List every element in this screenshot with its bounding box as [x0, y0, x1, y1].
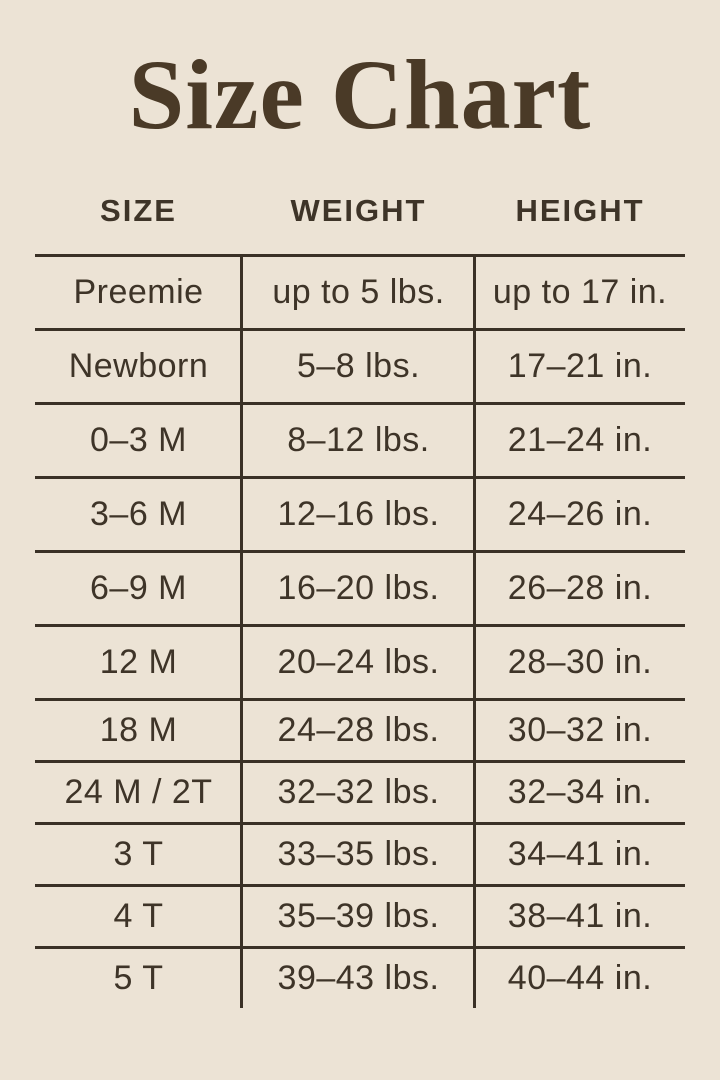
column-header-weight: WEIGHT [290, 193, 427, 228]
table-row [35, 476, 685, 550]
weight-cell: 33–35 lbs. [277, 835, 440, 873]
height-cell: 28–30 in. [507, 643, 653, 681]
table-row [35, 946, 685, 1008]
column-header-size: SIZE [100, 193, 177, 228]
weight-cell: 8–12 lbs. [287, 421, 430, 459]
size-cell: Newborn [68, 347, 209, 385]
weight-cell: 5–8 lbs. [296, 347, 421, 385]
weight-cell: up to 5 lbs. [272, 273, 445, 311]
weight-cell: 24–28 lbs. [277, 711, 440, 749]
height-cell: up to 17 in. [492, 273, 668, 311]
column-divider [240, 254, 243, 1008]
weight-cell: 20–24 lbs. [277, 643, 440, 681]
column-header-height: HEIGHT [515, 193, 645, 228]
height-cell: 34–41 in. [507, 835, 653, 873]
size-cell: 0–3 M [90, 421, 187, 459]
size-cell: 12 M [99, 643, 178, 681]
height-cell: 30–32 in. [507, 711, 653, 749]
size-cell: 24 M / 2T [64, 773, 213, 811]
column-divider [473, 254, 476, 1008]
size-cell: 3 T [113, 835, 164, 873]
size-cell: 5 T [113, 959, 164, 997]
table-row [35, 822, 685, 884]
table-row [35, 254, 685, 328]
weight-cell: 35–39 lbs. [277, 897, 440, 935]
weight-cell: 32–32 lbs. [277, 773, 440, 811]
size-cell: 3–6 M [90, 495, 187, 533]
height-cell: 24–26 in. [507, 495, 653, 533]
table-row [35, 402, 685, 476]
table-row [35, 550, 685, 624]
table-row [35, 884, 685, 946]
page-title: Size Chart [128, 39, 592, 150]
size-chart-table [35, 188, 685, 1008]
table-body [35, 254, 685, 1008]
height-cell: 21–24 in. [507, 421, 653, 459]
size-cell: 4 T [113, 897, 164, 935]
weight-cell: 16–20 lbs. [277, 569, 440, 607]
height-cell: 40–44 in. [507, 959, 653, 997]
table-row [35, 698, 685, 760]
table-row [35, 328, 685, 402]
size-cell: Preemie [73, 273, 204, 311]
table-row [35, 624, 685, 698]
height-cell: 32–34 in. [507, 773, 653, 811]
table-header-row [35, 188, 685, 234]
height-cell: 38–41 in. [507, 897, 653, 935]
table-row [35, 760, 685, 822]
weight-cell: 39–43 lbs. [277, 959, 440, 997]
height-cell: 26–28 in. [507, 569, 653, 607]
height-cell: 17–21 in. [507, 347, 653, 385]
weight-cell: 12–16 lbs. [277, 495, 440, 533]
size-cell: 6–9 M [90, 569, 187, 607]
size-cell: 18 M [99, 711, 178, 749]
